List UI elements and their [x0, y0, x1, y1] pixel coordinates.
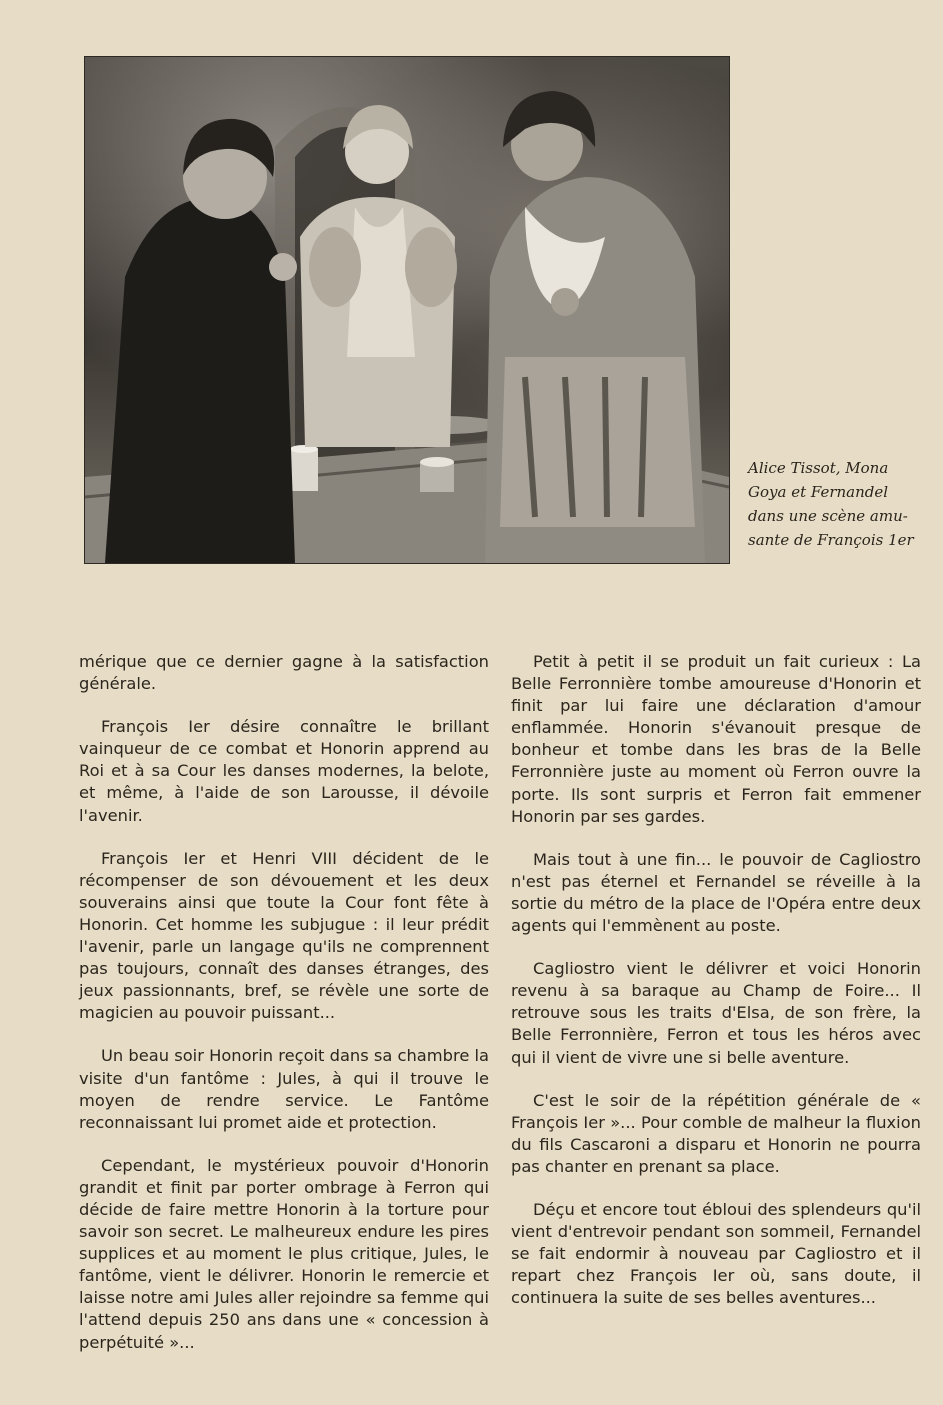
photo-illustration: [85, 57, 729, 563]
caption-line: Goya et Fernandel: [748, 483, 889, 501]
caption-line: dans une scène amu-: [748, 507, 908, 525]
paragraph: Petit à petit il se produit un fait curieux : La Belle Ferronnière tombe amoureuse d'Honorin et finit par lui faire une déclaration d'amour enflammée. Honorin s'évanouit presque de bonheur et tombe dans les bras de la Belle Ferronnière juste au moment où Ferron ouvre la porte. Ils sont surpris et Ferron fait emmener Honorin par ses gardes.: [511, 652, 921, 826]
paragraph: C'est le soir de la répétition générale de « François Ier »... Pour comble de malheur la fluxion du fils Cascaroni a disparu et Honorin ne pourra pas chanter en prenant sa place.: [511, 1090, 921, 1176]
film-still-photo: [84, 56, 730, 564]
paragraph: Déçu et encore tout ébloui des splendeurs qu'il vient d'entrevoir pendant son sommeil, Fernandel se fait endormir à nouveau par Cagliostro et il repart chez François Ier où, sans doute, il continuera la suite de ses belles aventures...: [511, 1199, 921, 1308]
paragraph: Un beau soir Honorin reçoit dans sa chambre la visite d'un fantôme : Jules, à qui il trouve le moyen de rendre service. Le Fantôme reconnaissant lui promet aide et protection.: [79, 1046, 490, 1132]
photo-caption: [748, 456, 924, 552]
paragraph: Cependant, le mystérieux pouvoir d'Honorin grandit et finit par porter ombrage à Ferron qui décide de faire mettre Honorin à la torture pour savoir son secret. Le malheureux endure les pires supplices et au moment le plus critique, Jules, le fantôme, vient le délivrer. Honorin le remercie et laisse notre ami Jules aller rejoindre sa femme qui l'attend depuis 250 ans dans une « concession à perpétuité »...: [79, 1155, 489, 1352]
paragraph: mérique que ce dernier gagne à la satisfaction générale.: [79, 652, 489, 694]
paragraph: François Ier et Henri VIII décident de le récompenser de son dévouement et les deux souverains ainsi que toute la Cour font fête à Honorin. Cet homme les subjugue : il leur prédit l'avenir, parle un langage qu'ils ne comprennent pas toujours, connaît des danses étranges, des jeux passionnants, bref, se révèle une sorte de magicien au pouvoir puissant...: [79, 848, 489, 1023]
left-text-column: [79, 651, 489, 1375]
right-text-column: [511, 651, 921, 1330]
caption-line: Alice Tissot, Mona: [748, 459, 889, 477]
paragraph: François Ier désire connaître le brillant vainqueur de ce combat et Honorin apprend au Roi et à sa Cour les danses modernes, la belote, et même, à l'aide de son Larousse, il dévoile l'avenir.: [79, 717, 489, 825]
caption-line: sante de François 1er: [748, 531, 914, 549]
paragraph: Cagliostro vient le délivrer et voici Honorin revenu à sa baraque au Champ de Foire... Il retrouve sous les traits d'Elsa, de son frère, la Belle Ferronnière, Ferron et tous les héros avec qui il vient de vivre une si belle aventure.: [511, 959, 921, 1067]
paragraph: Mais tout à une fin... le pouvoir de Cagliostro n'est pas éternel et Fernandel se réveille à la sortie du métro de la place de l'Opéra entre deux agents qui l'emmènent au poste.: [511, 849, 921, 936]
